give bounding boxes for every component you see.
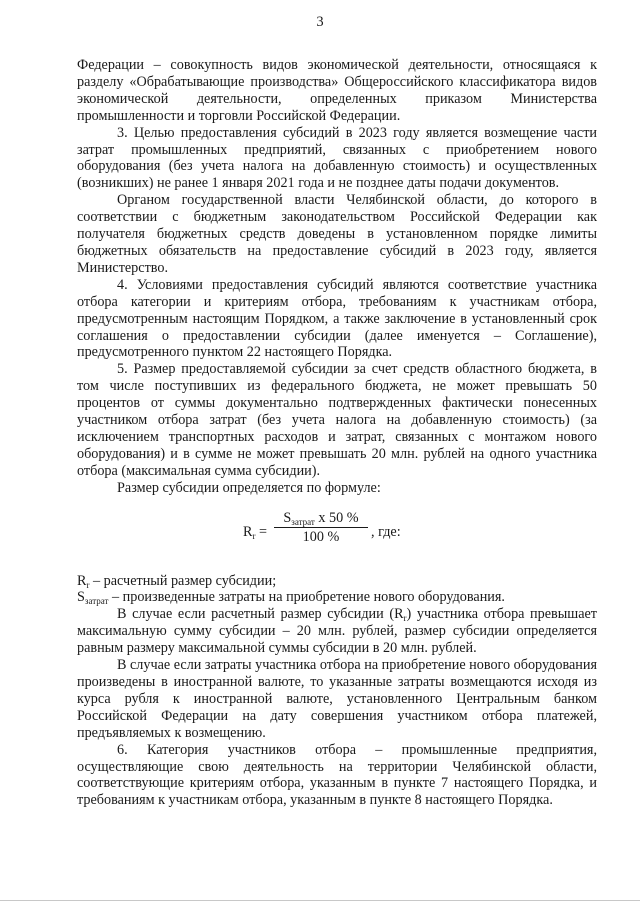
- page-bottom-edge: [0, 900, 640, 901]
- paragraph-case-exceeds-max: В случае если расчетный размер субсидии $(R_r)$ участника отбора превышает максимальную сумму субсидии – 20 млн. рублей, размер субсидии определяется равным размеру максимальной суммы субсидии в 20 млн. рублей.: [77, 606, 597, 657]
- page-number: 3: [316, 14, 324, 30]
- document-body: [77, 57, 597, 809]
- formula-fraction: [274, 510, 368, 547]
- paragraph-item-4-conditions: 4. Условиями предоставления субсидий являются соответствие участника отбора категории и критериям отбора, требованиям к участникам отбора, предусмотренным настоящим Порядком, а также заключение в установленный срок соглашения о предоставлении субсидии (далее именуется – Соглашение), предусмотренного пунктом 22 настоящего Порядка.: [77, 276, 597, 361]
- formula-suffix: , где:: [371, 523, 401, 540]
- paragraph-formula-intro: Размер субсидии определяется по формуле:: [117, 479, 381, 496]
- paragraph-federation-definition: Федерации – совокупность видов экономической деятельности, относящаяся к разделу «Обрабатывающие производства» Общероссийского классификатора видов экономической деятельности, определенных приказом Министерства промышленности и торговли Российской Федерации.: [77, 57, 597, 124]
- paragraph-item-6-category: 6. Категория участников отбора – промышленные предприятия, осуществляющие свою деятельность на территории Челябинской области, соответствующие критериям отбора, указанным в пункте 7 настоящего Порядка, и требованиям к участникам отбора, указанным в пункте 8 настоящего Порядка.: [77, 741, 597, 809]
- formula-numerator: $S_{затрат}$ x 50 %: [274, 510, 368, 529]
- paragraph-case-foreign-currency: В случае если затраты участника отбора на приобретение нового оборудования произведены в иностранной валюте, то указанные затраты возмещаются исходя из курса рубля к иностранной валюте, установленного Центральным банком Российской Федерации на дату совершения участником отбора платежей, предъявляемых к возмещению.: [77, 657, 597, 741]
- formula-denominator: 100 %: [302, 529, 340, 546]
- formula-lhs: $R_r$ =: [243, 523, 268, 541]
- paragraph-item-5-subsidy-size: 5. Размер предоставляемой субсидии за счет средств областного бюджета, в том числе поступивших из федерального бюджета, не может превышать 50 процентов от суммы документально подтвержденных фактически понесенных участником отбора затрат (без учета налога на добавленную стоимость) (за исключением транспортных расходов и затрат, связанных с монтажом нового оборудования) и в сумме не может превышать 20 млн. рублей на одного участника отбора (максимальная сумма субсидии).: [77, 361, 597, 479]
- definition-s-costs: $S_{затрат}$ – произведенные затраты на приобретение нового оборудования.: [77, 589, 505, 607]
- paragraph-responsible-authority: Органом государственной власти Челябинской области, до которого в соответствии с бюджетным законодательством Российской Федерации как получателя бюджетных средств доведены в установленном порядке лимиты бюджетных обязательств на предоставление субсидий в 2023 году, является Министерство.: [77, 192, 597, 276]
- subsidy-formula: [77, 510, 597, 558]
- definition-r: $R_r$ – расчетный размер субсидии;: [77, 572, 277, 590]
- paragraph-item-3-purpose: 3. Целью предоставления субсидий в 2023 году является возмещение части затрат промышленных предприятий, связанных с приобретением нового оборудования (без учета налога на добавленную стоимость) и осуществленных (возникших) не ранее 1 января 2021 года и не позднее даты подачи документов.: [77, 124, 597, 192]
